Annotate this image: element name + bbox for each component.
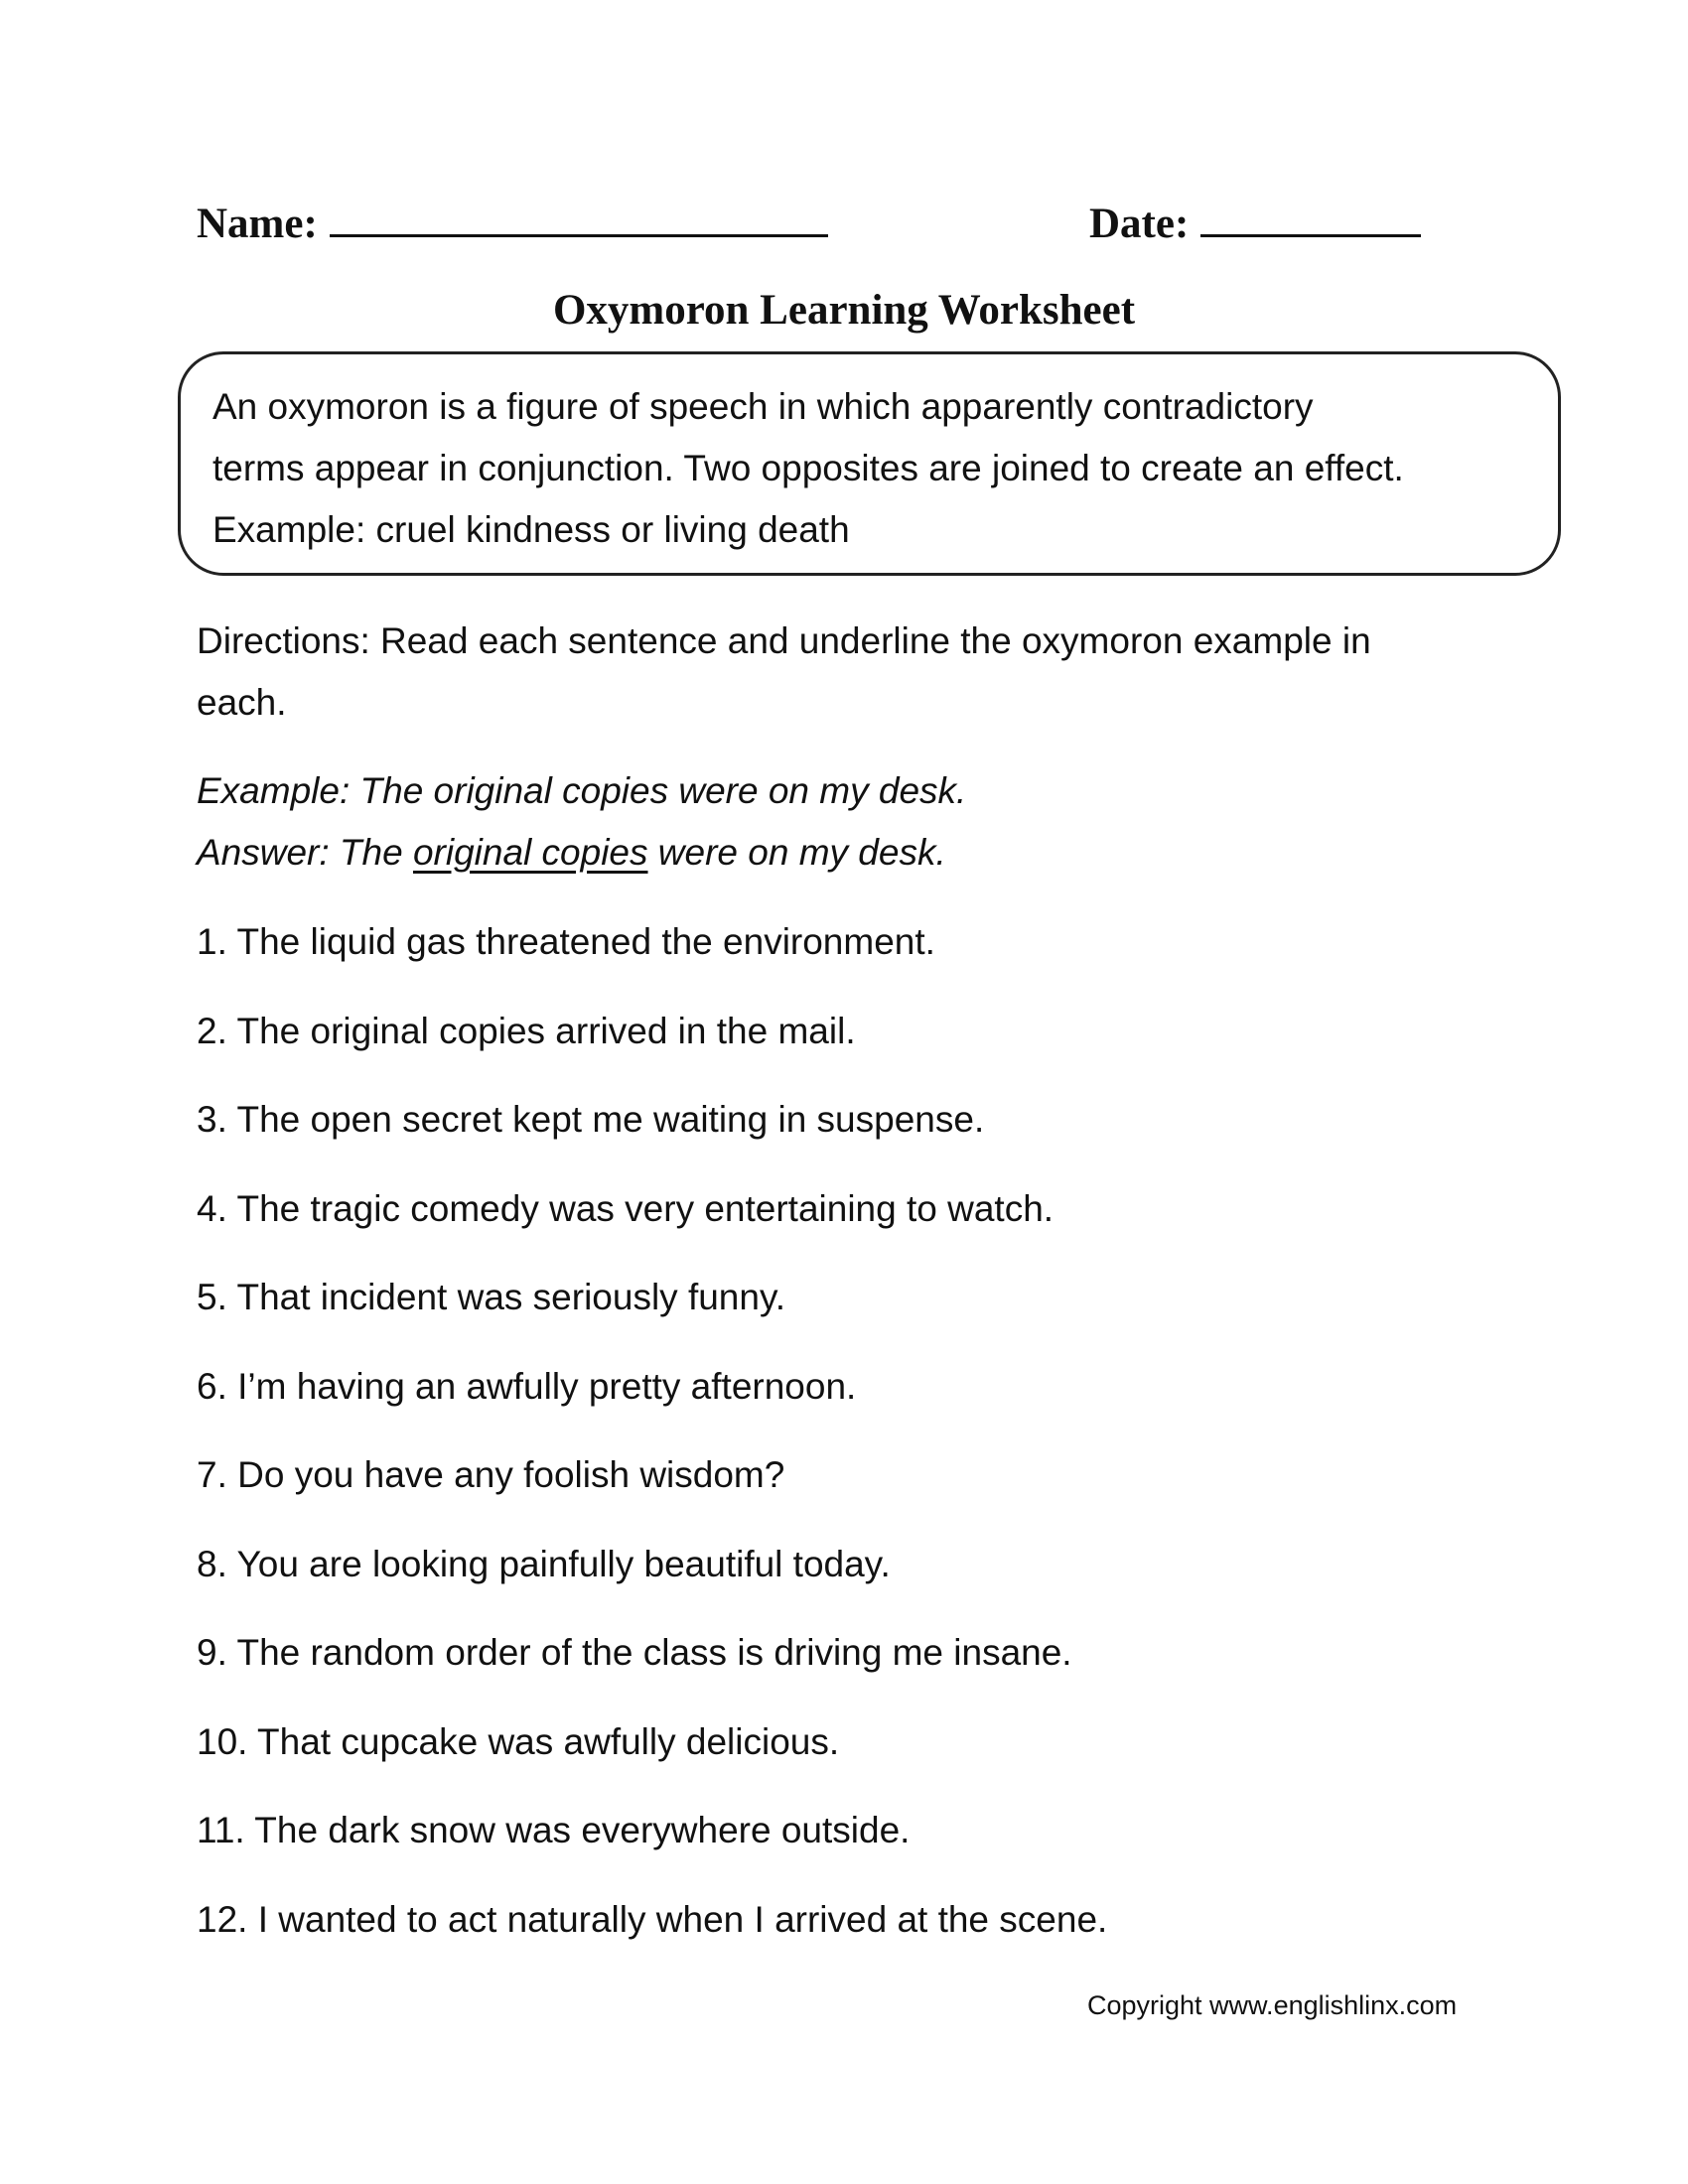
name-blank-line[interactable] <box>330 195 828 237</box>
sentence-item[interactable]: 7. Do you have any foolish wisdom? <box>197 1454 785 1495</box>
answer-underlined-oxymoron: original copies <box>412 832 648 873</box>
date-blank-line[interactable] <box>1200 195 1421 237</box>
sentence-item[interactable]: 4. The tragic comedy was very entertaining to watch. <box>197 1187 1055 1229</box>
worksheet-title: Oxymoron Learning Worksheet <box>552 287 1136 334</box>
definition-box <box>178 351 1561 576</box>
sentence-item[interactable]: 11. The dark snow was everywhere outside. <box>197 1810 911 1850</box>
name-field <box>197 195 828 248</box>
sentence-item[interactable]: 3. The open secret kept me waiting in suspense. <box>197 1099 985 1140</box>
sentence-item[interactable]: 6. I’m having an awfully pretty afternoon. <box>197 1365 857 1407</box>
date-label: Date: <box>1089 201 1190 247</box>
definition-text <box>212 376 1543 561</box>
directions-line: Directions: Read each sentence and underline the oxymoron example in <box>197 620 1371 661</box>
definition-line: An oxymoron is a figure of speech in which apparently contradictory <box>212 386 1314 427</box>
directions-line: each. <box>197 682 287 723</box>
date-field <box>1089 195 1421 248</box>
sentence-item[interactable]: 1. The liquid gas threatened the environment. <box>197 921 935 962</box>
answer-prefix: Answer: The <box>197 832 413 873</box>
definition-line: terms appear in conjunction. Two opposites are joined to create an effect. <box>212 448 1404 488</box>
sentence-item[interactable]: 8. You are looking painfully beautiful today. <box>197 1543 891 1584</box>
answer-line <box>197 822 1507 884</box>
sentence-item[interactable]: 12. I wanted to act naturally when I arrived at the scene. <box>197 1898 1108 1940</box>
header-row <box>197 195 1428 254</box>
sentence-item[interactable]: 10. That cupcake was awfully delicious. <box>197 1720 840 1762</box>
sentence-list <box>197 911 1507 1978</box>
sentence-item[interactable]: 2. The original copies arrived in the mail. <box>197 1010 856 1051</box>
sentence-item[interactable]: 5. That incident was seriously funny. <box>197 1277 785 1317</box>
example-block <box>197 760 1507 884</box>
name-label: Name: <box>197 201 318 247</box>
example-line: Example: The original copies were on my desk. <box>197 770 967 811</box>
answer-suffix: were on my desk. <box>647 832 946 873</box>
sentence-item[interactable]: 9. The random order of the class is driving me insane. <box>197 1632 1072 1673</box>
copyright-notice: Copyright www.englishlinx.com <box>1087 1990 1458 2020</box>
definition-line: Example: cruel kindness or living death <box>212 509 850 550</box>
directions <box>197 611 1507 734</box>
